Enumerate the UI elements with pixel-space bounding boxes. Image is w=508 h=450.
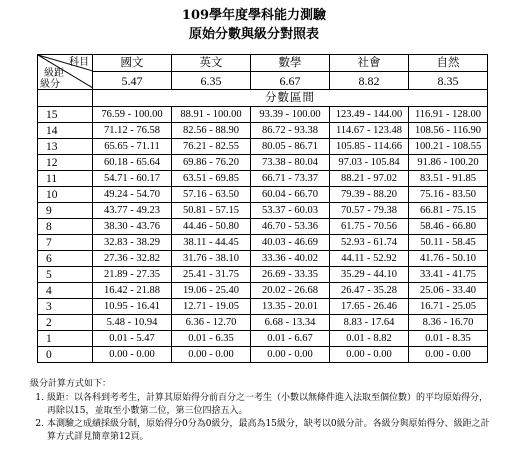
- corner-gap-label: 級距: [44, 68, 64, 79]
- range-cell: 13.35 - 20.01: [251, 299, 330, 315]
- level-cell: 15: [38, 107, 93, 123]
- level-cell: 7: [38, 235, 93, 251]
- range-cell: 5.48 - 10.94: [93, 315, 172, 331]
- table-row: [38, 139, 488, 155]
- table-row: [38, 235, 488, 251]
- subject-math: 數學: [251, 55, 330, 72]
- range-cell: 53.37 - 60.03: [251, 203, 330, 219]
- range-cell: 86.72 - 93.38: [251, 123, 330, 139]
- range-cell: 105.85 - 114.66: [330, 139, 409, 155]
- notes-section: [30, 378, 490, 444]
- range-cell: 52.93 - 61.74: [330, 235, 409, 251]
- range-cell: 0.00 - 0.00: [93, 347, 172, 363]
- table-row: [38, 203, 488, 219]
- table-row: [38, 315, 488, 331]
- range-cell: 33.41 - 41.75: [409, 267, 488, 283]
- level-cell: 3: [38, 299, 93, 315]
- range-cell: 76.21 - 82.55: [172, 139, 251, 155]
- note-number: 2.: [35, 419, 44, 429]
- note-item: [30, 418, 490, 444]
- range-cell: 116.91 - 128.00: [409, 107, 488, 123]
- table-row: [38, 155, 488, 171]
- note-number: 1.: [35, 393, 44, 403]
- level-cell: 13: [38, 139, 93, 155]
- range-cell: 27.36 - 32.82: [93, 251, 172, 267]
- range-cell: 32.83 - 38.29: [93, 235, 172, 251]
- score-conversion-table: [37, 54, 488, 363]
- table-row: [38, 251, 488, 267]
- range-cell: 0.00 - 0.00: [330, 347, 409, 363]
- range-cell: 25.06 - 33.40: [409, 283, 488, 299]
- range-header-spacer: [38, 90, 93, 107]
- range-cell: 60.18 - 65.64: [93, 155, 172, 171]
- table-row: [38, 187, 488, 203]
- range-cell: 65.65 - 71.11: [93, 139, 172, 155]
- level-cell: 14: [38, 123, 93, 139]
- subject-social: 社會: [330, 55, 409, 72]
- level-cell: 2: [38, 315, 93, 331]
- range-cell: 0.01 - 8.82: [330, 331, 409, 347]
- range-cell: 8.83 - 17.64: [330, 315, 409, 331]
- gap-value: 6.67: [251, 72, 330, 90]
- range-cell: 35.29 - 44.10: [330, 267, 409, 283]
- range-cell: 20.02 - 26.68: [251, 283, 330, 299]
- level-cell: 4: [38, 283, 93, 299]
- range-cell: 10.95 - 16.41: [93, 299, 172, 315]
- range-cell: 0.00 - 0.00: [251, 347, 330, 363]
- range-cell: 19.06 - 25.40: [172, 283, 251, 299]
- level-cell: 0: [38, 347, 93, 363]
- range-cell: 0.01 - 5.47: [93, 331, 172, 347]
- range-cell: 75.16 - 83.50: [409, 187, 488, 203]
- note-text: 本測驗之成績採級分制，原始得分0分為0級分，最高為15級分，缺考以0級分計。各級分與原始得分、級距之計算方式詳見簡章第12頁。: [47, 419, 490, 442]
- range-cell: 6.36 - 12.70: [172, 315, 251, 331]
- table-row: [38, 267, 488, 283]
- range-cell: 71.12 - 76.58: [93, 123, 172, 139]
- table-row: [38, 107, 488, 123]
- range-cell: 41.76 - 50.10: [409, 251, 488, 267]
- range-cell: 58.46 - 66.80: [409, 219, 488, 235]
- range-cell: 17.65 - 26.46: [330, 299, 409, 315]
- range-cell: 108.56 - 116.90: [409, 123, 488, 139]
- range-cell: 43.77 - 49.23: [93, 203, 172, 219]
- level-cell: 6: [38, 251, 93, 267]
- corner-level-label: 級分: [40, 79, 60, 90]
- range-cell: 79.39 - 88.20: [330, 187, 409, 203]
- subject-english: 英文: [172, 55, 251, 72]
- table-row: [38, 299, 488, 315]
- range-cell: 33.36 - 40.02: [251, 251, 330, 267]
- range-cell: 46.70 - 53.36: [251, 219, 330, 235]
- range-cell: 0.01 - 6.67: [251, 331, 330, 347]
- gap-value: 5.47: [93, 72, 172, 90]
- corner-header-cell: [38, 55, 93, 90]
- range-cell: 44.11 - 52.92: [330, 251, 409, 267]
- range-cell: 8.36 - 16.70: [409, 315, 488, 331]
- range-cell: 60.04 - 66.70: [251, 187, 330, 203]
- subject-chinese: 國文: [93, 55, 172, 72]
- table-row: [38, 171, 488, 187]
- subject-row: [38, 55, 488, 72]
- subject-science: 自然: [409, 55, 488, 72]
- level-cell: 11: [38, 171, 93, 187]
- range-cell: 25.41 - 31.75: [172, 267, 251, 283]
- range-cell: 0.01 - 6.35: [172, 331, 251, 347]
- range-cell: 16.71 - 25.05: [409, 299, 488, 315]
- table-row: [38, 219, 488, 235]
- range-cell: 93.39 - 100.00: [251, 107, 330, 123]
- range-cell: 69.86 - 76.20: [172, 155, 251, 171]
- range-cell: 6.68 - 13.34: [251, 315, 330, 331]
- range-cell: 80.05 - 86.71: [251, 139, 330, 155]
- range-cell: 123.49 - 144.00: [330, 107, 409, 123]
- range-cell: 0.00 - 0.00: [172, 347, 251, 363]
- range-cell: 38.30 - 43.76: [93, 219, 172, 235]
- range-cell: 70.57 - 79.38: [330, 203, 409, 219]
- page-subtitle: 原始分數與級分對照表: [188, 27, 319, 42]
- range-cell: 31.76 - 38.10: [172, 251, 251, 267]
- table-row: [38, 331, 488, 347]
- range-cell: 66.71 - 73.37: [251, 171, 330, 187]
- range-cell: 66.81 - 75.15: [409, 203, 488, 219]
- gap-row: [38, 72, 488, 90]
- range-cell: 44.46 - 50.80: [172, 219, 251, 235]
- range-cell: 114.67 - 123.48: [330, 123, 409, 139]
- range-cell: 0.01 - 8.35: [409, 331, 488, 347]
- range-cell: 54.71 - 60.17: [93, 171, 172, 187]
- level-cell: 10: [38, 187, 93, 203]
- level-cell: 9: [38, 203, 93, 219]
- range-cell: 26.69 - 33.35: [251, 267, 330, 283]
- gap-value: 8.35: [409, 72, 488, 90]
- range-cell: 82.56 - 88.90: [172, 123, 251, 139]
- gap-value: 8.82: [330, 72, 409, 90]
- page-title: 109學年度學科能力測驗: [181, 8, 327, 23]
- range-cell: 88.91 - 100.00: [172, 107, 251, 123]
- range-cell: 63.51 - 69.85: [172, 171, 251, 187]
- range-cell: 57.16 - 63.50: [172, 187, 251, 203]
- range-cell: 21.89 - 27.35: [93, 267, 172, 283]
- table-row: [38, 347, 488, 363]
- range-cell: 16.42 - 21.88: [93, 283, 172, 299]
- range-cell: 40.03 - 46.69: [251, 235, 330, 251]
- range-cell: 91.86 - 100.20: [409, 155, 488, 171]
- range-cell: 50.81 - 57.15: [172, 203, 251, 219]
- range-cell: 26.47 - 35.28: [330, 283, 409, 299]
- range-cell: 100.21 - 108.55: [409, 139, 488, 155]
- range-cell: 97.03 - 105.84: [330, 155, 409, 171]
- table-row: [38, 283, 488, 299]
- level-cell: 12: [38, 155, 93, 171]
- range-cell: 76.59 - 100.00: [93, 107, 172, 123]
- range-header-row: [38, 90, 488, 107]
- level-cell: 1: [38, 331, 93, 347]
- range-cell: 50.11 - 58.45: [409, 235, 488, 251]
- range-cell: 83.51 - 91.85: [409, 171, 488, 187]
- range-cell: 49.24 - 54.70: [93, 187, 172, 203]
- range-cell: 73.38 - 80.04: [251, 155, 330, 171]
- range-cell: 88.21 - 97.02: [330, 171, 409, 187]
- level-cell: 8: [38, 219, 93, 235]
- range-cell: 61.75 - 70.56: [330, 219, 409, 235]
- note-item: [30, 392, 490, 418]
- level-cell: 5: [38, 267, 93, 283]
- range-cell: 38.11 - 44.45: [172, 235, 251, 251]
- gap-value: 6.35: [172, 72, 251, 90]
- table-row: [38, 123, 488, 139]
- range-cell: 12.71 - 19.05: [172, 299, 251, 315]
- corner-subject-label: 科目: [69, 57, 89, 68]
- note-text: 級距：以各科到考考生，計算其原始得分前百分之一考生（小數以無條件進入法取至個位數）的平均原始得分，再除以15，並取至小數第二位，第三位四捨五入。: [47, 393, 489, 416]
- range-header: 分數區間: [93, 90, 488, 107]
- notes-heading: 級分計算方式如下：: [30, 379, 112, 389]
- range-cell: 0.00 - 0.00: [409, 347, 488, 363]
